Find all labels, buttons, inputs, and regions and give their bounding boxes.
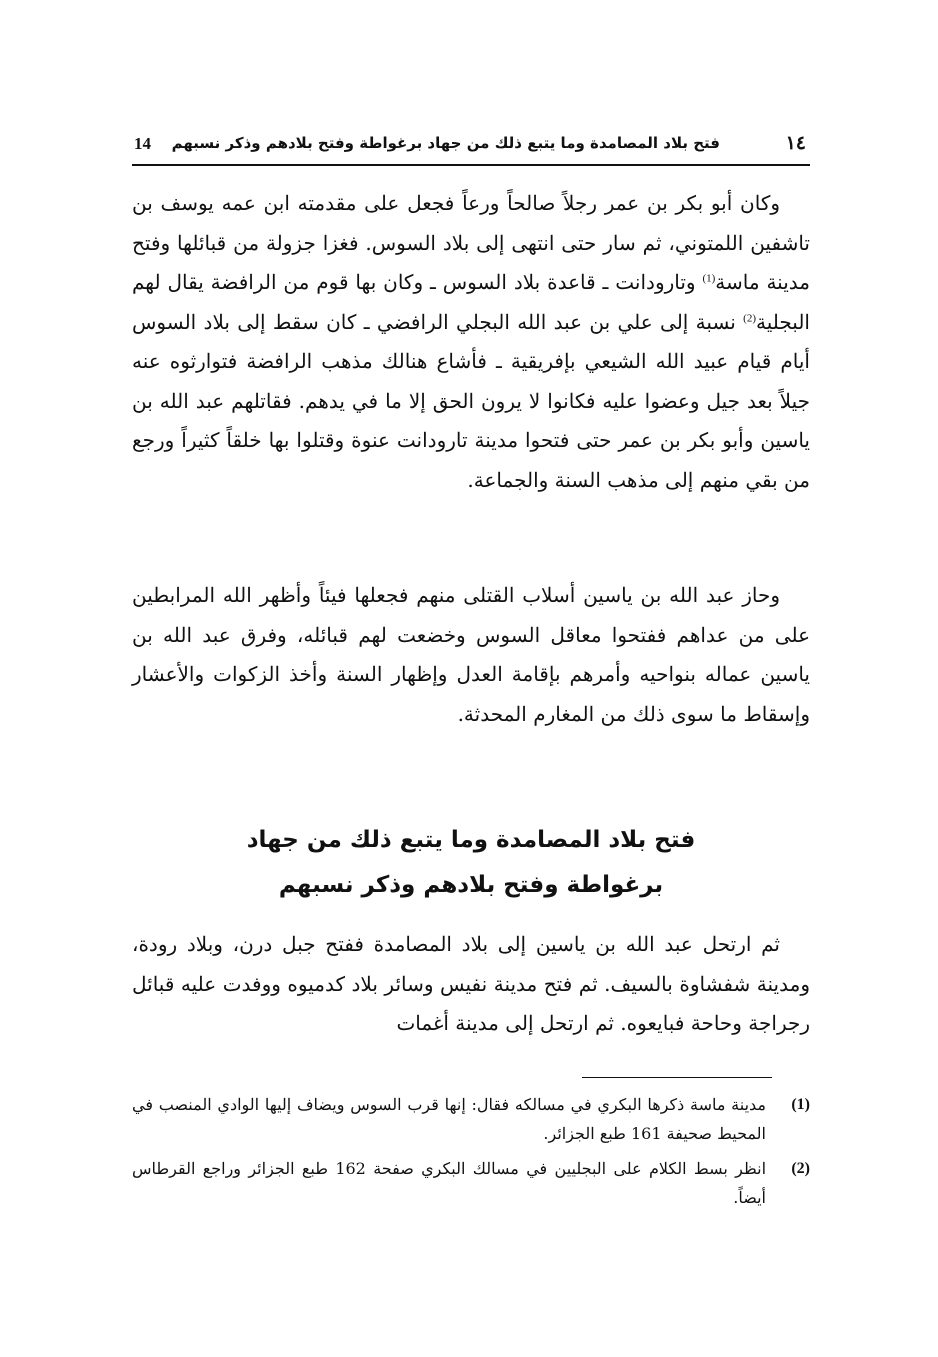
paragraph xyxy=(132,184,810,500)
footnote-ref[interactable]: (2) xyxy=(743,311,757,324)
paragraph: وحاز عبد الله بن ياسين أسلاب القتلى منهم فجعلها فيئاً وأظهر الله المرابطين على من عداهم ففتحوا معاقل السوس وخضعت لهم قبائله، وفرق عبد الله بن ياسين عماله بنواحيه وأمرهم بإقامة العدل وإظهار السنة وأخذ الزكوات والأعشار وإسقاط ما سوى ذلك من المغارم المحدثة. xyxy=(132,583,810,726)
footnote-text: مدينة ماسة ذكرها البكري في مسالكه فقال: إنها قرب السوس ويضاف إليها الوادي المنصب في المحيط صحيفة 161 طبع الجزائر. xyxy=(132,1095,766,1143)
page-number-latin: 14 xyxy=(134,134,151,153)
running-header xyxy=(132,130,810,166)
section-heading-line: برغواطة وفتح بلادهم وذكر نسبهم xyxy=(278,872,664,898)
page-number-arabic: ١٤ xyxy=(785,132,806,154)
footnote-text: انظر بسط الكلام على البجليين في مسالك البكري صفحة 162 طبع الجزائر وراجع القرطاس أيضاً. xyxy=(132,1159,767,1207)
paragraph-text: وتارودانت ـ قاعدة بلاد السوس ـ وكان بها قوم من الرافضة يقال لهم البجلية xyxy=(132,270,810,334)
body-paragraph-2 xyxy=(132,576,810,734)
footnote-divider xyxy=(582,1077,772,1078)
footnote-number: (2) xyxy=(791,1160,810,1177)
paragraph-text: وكان أبو بكر بن عمر رجلاً صالحاً ورعاً فجعل على مقدمته ابن عمه يوسف بن تاشفين اللمتوني، ثم سار حتى انتهى إلى بلاد السوس. فغزا جزولة من قبائلها وفتح مدينة ماسة xyxy=(132,191,810,294)
paragraph: ثم ارتحل عبد الله بن ياسين إلى بلاد المصامدة ففتح جبل درن، وبلاد رودة، ومدينة شفشاوة بالسيف. ثم فتح مدينة نفيس وسائر بلاد كدميوه ووفدت عليه قبائل رجراجة وحاحة فبايعوه. ثم ارتحل إلى مدينة أغمات xyxy=(132,932,810,1035)
footnote-ref[interactable]: (1) xyxy=(702,272,716,285)
body-paragraph-3 xyxy=(132,925,810,1044)
footnote-item xyxy=(132,1154,810,1212)
body-paragraph-1 xyxy=(132,184,810,500)
footnote-item xyxy=(132,1090,810,1148)
paragraph-text: نسبة إلى علي بن عبد الله البجلي الرافضي ـ كان سقط إلى بلاد السوس أيام قيام عبيد الله الشيعي بإفريقية ـ فأشاع هنالك مذهب الرافضة فتوارثوه عنه جيلاً بعد جيل وعضوا عليه فكانوا لا يرون الحق إلا ما في يدهم. فقاتلهم عبد الله بن ياسين وأبو بكر بن عمر حتى فتحوا مدينة تارودانت عنوة وقتلوا بها خلقاً كثيراً ورجع من بقي منهم إلى مذهب السنة والجماعة. xyxy=(132,309,811,492)
footnotes xyxy=(132,1090,810,1218)
footnote-number: (1) xyxy=(791,1096,810,1113)
running-title: فتح بلاد المصامدة وما يتبع ذلك من جهاد برغواطة وفتح بلادهم وذكر نسبهم xyxy=(171,134,720,152)
section-heading-line: فتح بلاد المصامدة وما يتبع ذلك من جهاد xyxy=(246,827,696,853)
section-heading xyxy=(132,818,810,908)
